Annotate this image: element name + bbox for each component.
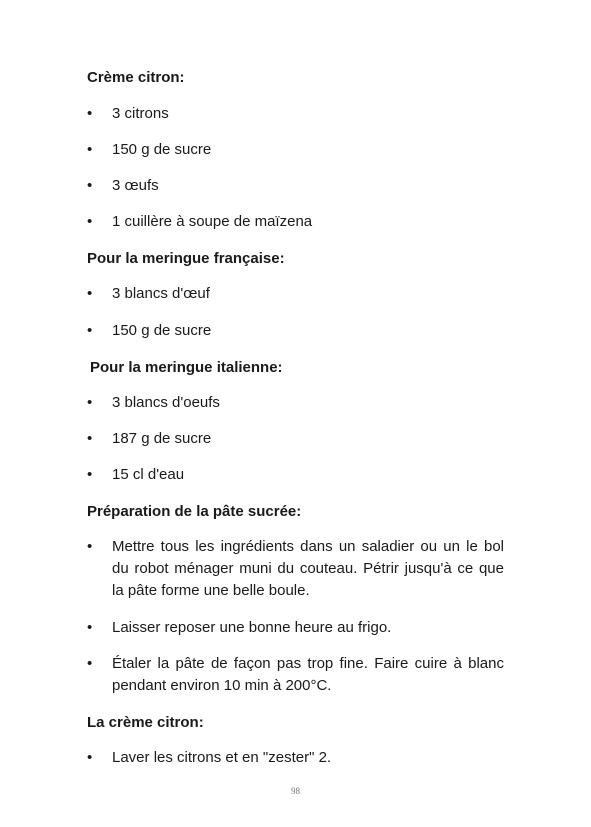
bullet: • <box>87 141 93 158</box>
list-item-text: Laisser reposer une bonne heure au frigo. <box>112 619 392 636</box>
list-item-text: 1 cuillère à soupe de maïzena <box>112 213 313 230</box>
list-item <box>87 139 504 161</box>
list-item-text: 187 g de sucre <box>112 430 212 447</box>
bullet: • <box>87 285 93 302</box>
list-item <box>87 392 504 414</box>
bullet: • <box>87 619 93 636</box>
bullet: • <box>87 749 93 766</box>
list-item <box>87 283 504 305</box>
list-item-text: 150 g de sucre <box>112 141 212 158</box>
list-item <box>87 464 504 486</box>
section-heading-preparation-pate: Préparation de la pâte sucrée: <box>87 503 302 520</box>
list-item-text: 150 g de sucre <box>112 322 212 339</box>
section-heading-meringue-francaise: Pour la meringue française: <box>87 250 285 267</box>
bullet: • <box>87 213 93 230</box>
page-number: 98 <box>291 786 300 796</box>
bullet: • <box>87 105 93 122</box>
bullet: • <box>87 430 93 447</box>
list-item <box>87 175 504 197</box>
list-item <box>87 103 504 125</box>
bullet: • <box>87 394 93 411</box>
list-item-text: Mettre tous les ingrédients dans un saladier ou un le bol du robot ménager muni du couteau. Pétrir jusqu'à ce que la pâte forme une belle boule. <box>112 538 504 599</box>
bullet: • <box>87 322 93 339</box>
list-item-text: 3 blancs d'oeufs <box>112 394 220 411</box>
list-item-text: 3 blancs d'œuf <box>112 285 210 302</box>
section-heading-creme-citron: Crème citron: <box>87 69 185 86</box>
list-item <box>87 428 504 450</box>
list-item <box>87 617 504 639</box>
list-item-text: Laver les citrons et en "zester" 2. <box>112 749 332 766</box>
list-item-text: 15 cl d'eau <box>112 466 185 483</box>
bullet: • <box>87 655 93 672</box>
list-item <box>87 320 504 342</box>
section-heading-meringue-italienne: Pour la meringue italienne: <box>90 359 283 376</box>
list-item <box>87 653 504 697</box>
list-item <box>87 747 504 769</box>
bullet: • <box>87 538 93 555</box>
bullet: • <box>87 177 93 194</box>
bullet: • <box>87 466 93 483</box>
list-item <box>87 536 504 602</box>
list-item-text: 3 œufs <box>112 177 159 194</box>
list-item <box>87 211 504 233</box>
list-item-text: 3 citrons <box>112 105 169 122</box>
section-heading-creme-citron-steps: La crème citron: <box>87 714 204 731</box>
list-item-text: Étaler la pâte de façon pas trop fine. Faire cuire à blanc pendant environ 10 min à 200°C. <box>112 655 504 694</box>
